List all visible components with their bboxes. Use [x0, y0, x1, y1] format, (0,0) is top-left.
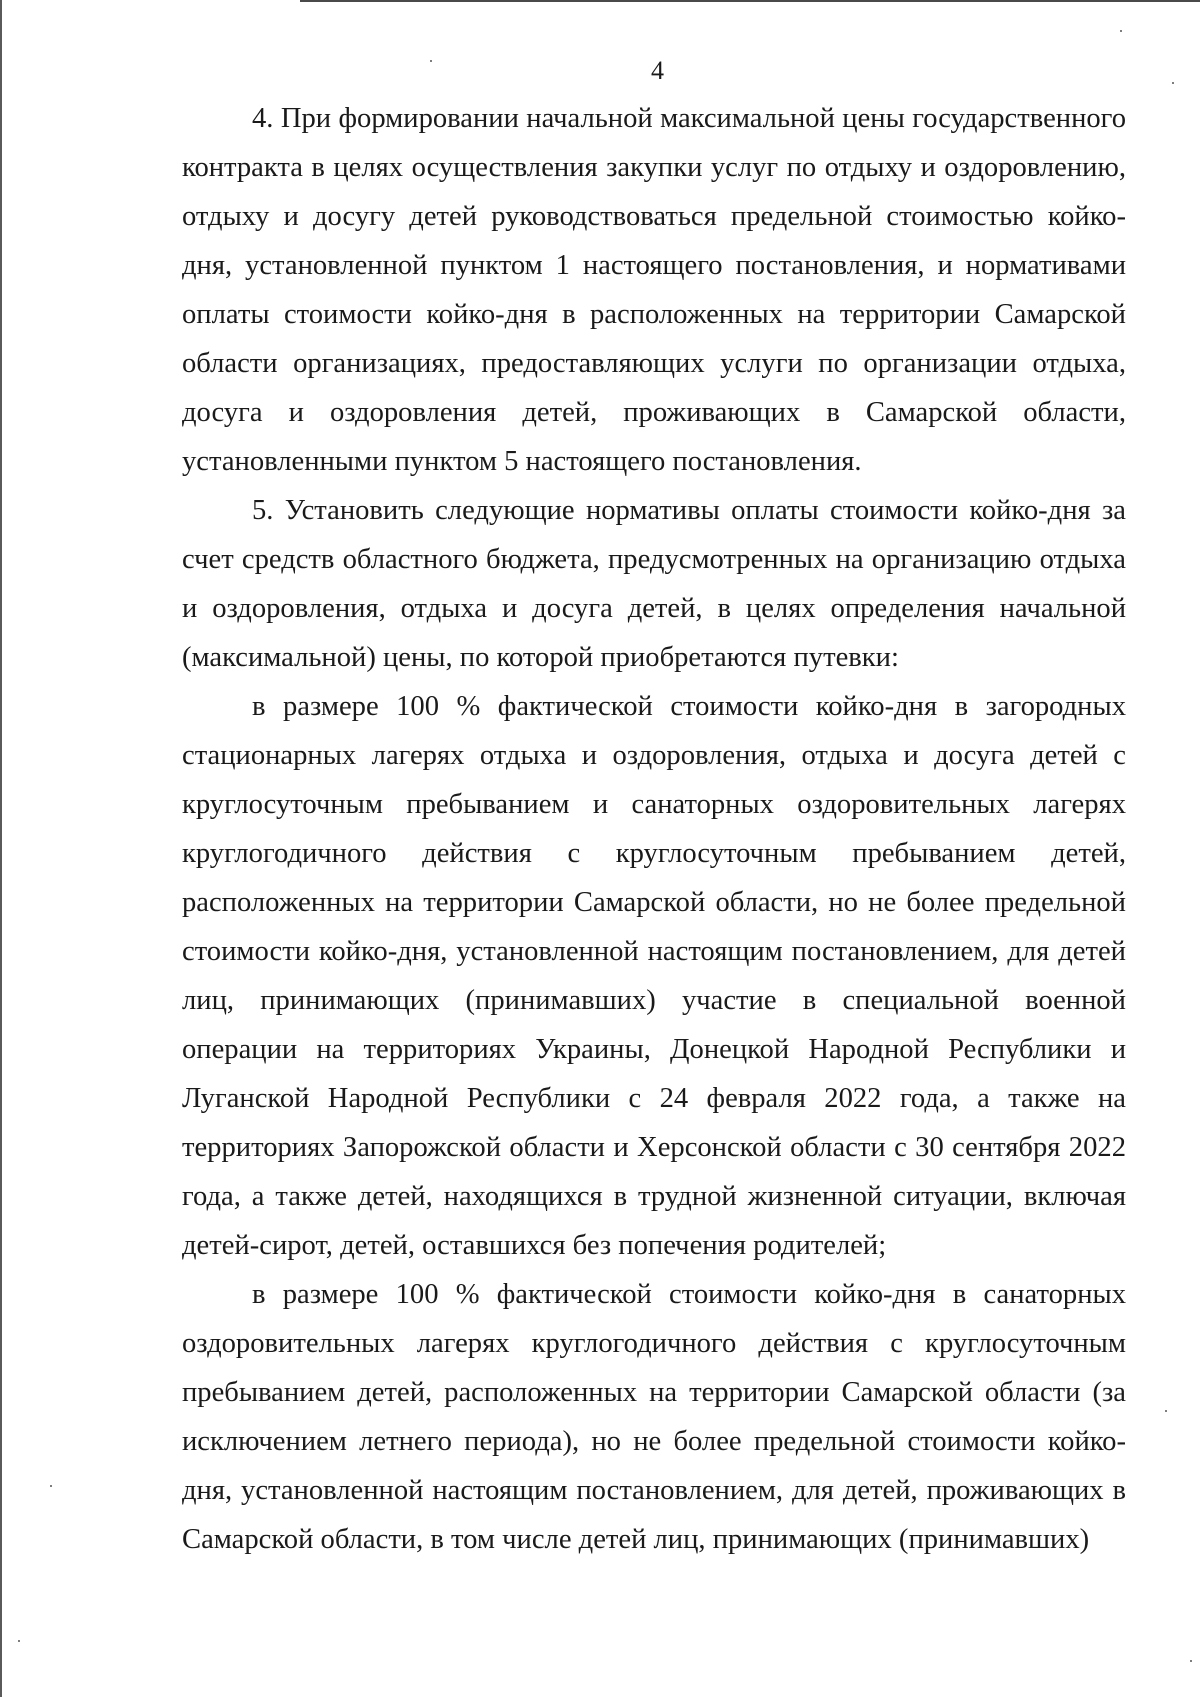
scan-speck	[1172, 82, 1174, 84]
scan-speck	[50, 1485, 52, 1487]
scan-edge-left	[0, 0, 2, 1697]
page-number: 4	[651, 56, 664, 85]
paragraph-5-item-1: в размере 100 % фактической стоимости койко-дня в загородных стационарных лагерях отдыха и оздоровления, отдыха и досуга детей с круглосуточным пребыванием и санаторных оздоровительных лагерях круглогодичного действия с круглосуточным пребыванием детей, расположенных на территории Самарской области, но не более предельной стоимости койко-дня, установленной настоящим постановлением, для детей лиц, принимающих (принимавших) участие в специальной военной операции на территориях Украины, Донецкой Народной Республики и Луганской Народной Республики с 24 февраля 2022 года, а также на территориях Запорожской области и Херсонской области с 30 сентября 2022 года, а также детей, находящихся в трудной жизненной ситуации, включая детей-сирот, детей, оставшихся без попечения родителей;	[182, 691, 1126, 1261]
scan-speck	[1165, 1410, 1167, 1412]
scan-speck	[18, 1640, 20, 1642]
document-body	[182, 94, 1126, 1564]
scan-speck	[1120, 30, 1122, 32]
paragraph-5: 5. Установить следующие нормативы оплаты стоимости койко-дня за счет средств областного бюджета, предусмотренных на организацию отдыха и оздоровления, отдыха и досуга детей, в целях определения начальной (максимальной) цены, по которой приобретаются путевки:	[182, 495, 1126, 673]
paragraph-4: 4. При формировании начальной максимальной цены государственного контракта в целях осуществления закупки услуг по отдыху и оздоровлению, отдыху и досугу детей руководствоваться предельной стоимостью койко-дня, установленной пунктом 1 настоящего постановления, и нормативами оплаты стоимости койко-дня в расположенных на территории Самарской области организациях, предоставляющих услуги по организации отдыха, досуга и оздоровления детей, проживающих в Самарской области, установленными пунктом 5 настоящего постановления.	[182, 103, 1126, 477]
scan-edge-top	[300, 0, 1200, 2]
scan-speck	[430, 60, 432, 62]
scan-speck	[1190, 1660, 1192, 1662]
paragraph-5-item-2: в размере 100 % фактической стоимости койко-дня в санаторных оздоровительных лагерях круглогодичного действия с круглосуточным пребыванием детей, расположенных на территории Самарской области (за исключением летнего периода), но не более предельной стоимости койко-дня, установленной настоящим постановлением, для детей, проживающих в Самарской области, в том числе детей лиц, принимающих (принимавших)	[182, 1279, 1126, 1555]
